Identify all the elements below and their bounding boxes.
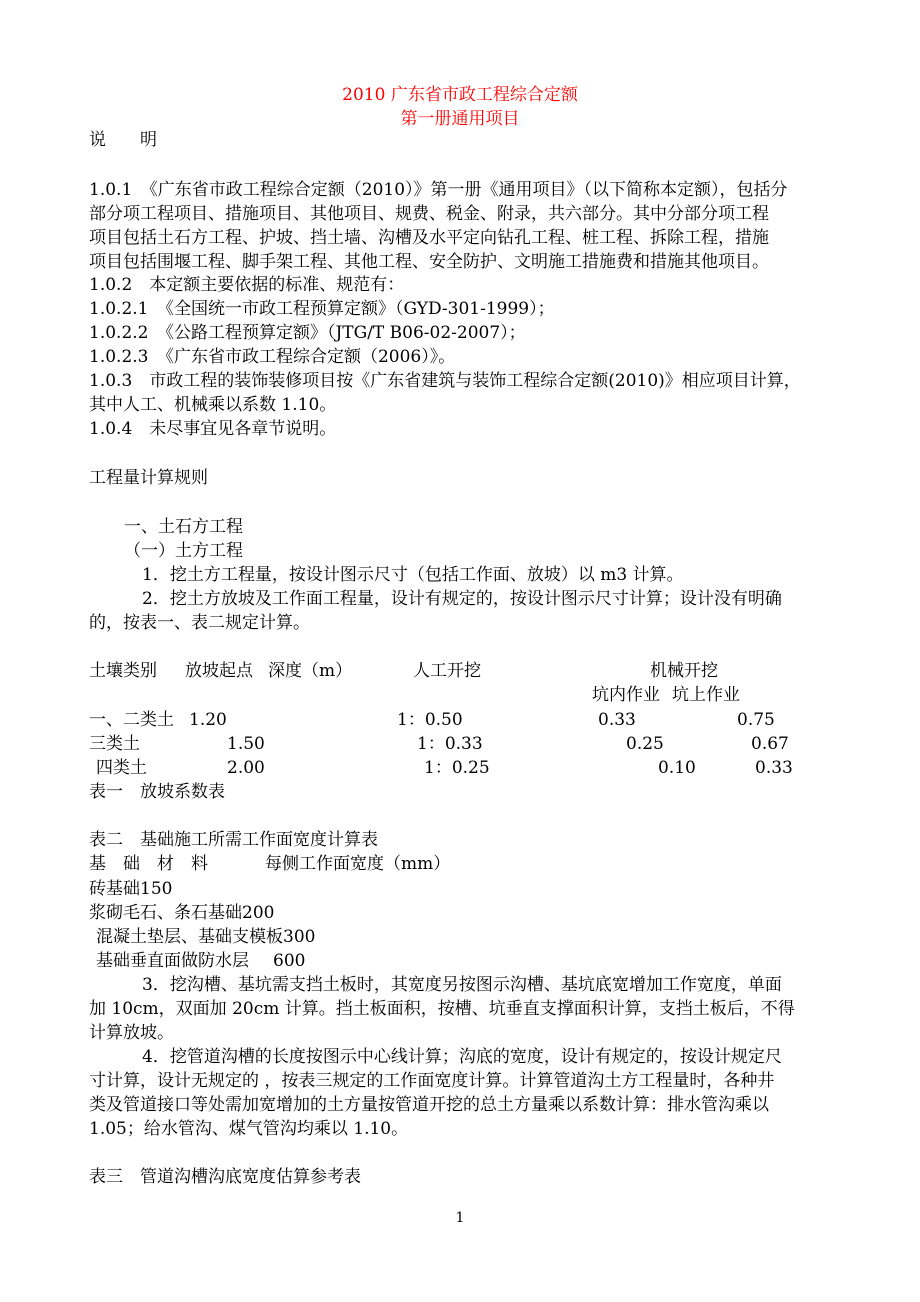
table2-header-width: 每侧工作面宽度（mm） — [265, 854, 451, 874]
table1-row2-manual: 1：0.33 — [417, 734, 483, 754]
document-title: 2010 广东省市政工程综合定额 — [342, 85, 578, 105]
table1-row1-manual: 1：0.50 — [397, 710, 463, 730]
table2-row2-width: 200 — [242, 903, 275, 923]
table1-header-manual: 人工开挖 — [413, 661, 481, 681]
para-1-0-2: 1.0.2 本定额主要依据的标准、规范有： — [89, 275, 405, 295]
table1-row2-pit-inside: 0.25 — [626, 734, 664, 754]
rule-item-2-line1: 2．挖土方放坡及工作面工程量，设计有规定的，按设计图示尺寸计算；设计没有明确 — [142, 589, 782, 609]
rule-item-4-line3: 类及管道接口等处需加宽增加的土方量按管道开挖的总土方量乘以系数计算：排水管沟乘以 — [89, 1095, 769, 1115]
table1-row2-depth: 1.50 — [227, 734, 265, 754]
table2-caption: 表二 基础施工所需工作面宽度计算表 — [89, 830, 378, 850]
table1-row1-soil: 一、二类土 — [89, 710, 174, 730]
table1-row2-soil: 三类土 — [89, 734, 140, 754]
rule-item-3-line2: 加 10cm，双面加 20cm 计算。挡土板面积，按槽、坑垂直支撑面积计算，支挡土板后，不得 — [89, 999, 795, 1019]
document-subtitle: 第一册通用项目 — [400, 109, 520, 129]
table2-row1-width: 150 — [140, 879, 173, 899]
table2-row2 — [89, 902, 274, 924]
para-1-0-1-line2: 部分项工程项目、措施项目、其他项目、规费、税金、附录，共六部分。其中分部分项工程 — [89, 204, 769, 224]
rule-item-3-line1: 3．挖沟槽、基坑需支挡土板时，其宽度另按图示沟槽、基坑底宽增加工作宽度，单面 — [142, 975, 782, 995]
table2-row1-material: 砖基础 — [89, 879, 140, 899]
table1-row1-pit-above: 0.75 — [737, 710, 775, 730]
para-1-0-2-2: 1.0.2.2 《公路工程预算定额》（JTG/T B06-02-2007）； — [89, 323, 526, 343]
table1-header-pit-inside: 坑内作业 — [592, 685, 660, 705]
para-1-0-4: 1.0.4 未尽事宜见各章节说明。 — [89, 419, 337, 439]
table1-header-pit-above: 坑上作业 — [672, 685, 740, 705]
rules-sub-soilwork: （一）土方工程 — [124, 541, 243, 561]
table1-header-soil: 土壤类别 — [89, 661, 157, 681]
table1-row3-pit-inside: 0.10 — [658, 758, 696, 778]
table1-header-start: 放坡起点 — [185, 661, 253, 681]
table2-row2-material: 浆砌毛石、条石基础 — [89, 903, 242, 923]
table2-row4 — [96, 950, 305, 972]
rules-heading: 工程量计算规则 — [89, 468, 208, 488]
table2-row4-width: 600 — [273, 951, 306, 971]
rules-sub-earthwork: 一、土石方工程 — [124, 517, 243, 537]
table2-row3 — [96, 926, 315, 948]
rule-item-3-line3: 计算放坡。 — [89, 1023, 174, 1043]
table1-row1-depth: 1.20 — [189, 710, 227, 730]
table1-row1-pit-inside: 0.33 — [598, 710, 636, 730]
table1-caption: 表一 放坡系数表 — [89, 782, 225, 802]
para-1-0-1-line1: 1.0.1 《广东省市政工程综合定额（2010）》第一册《通用项目》（以下简称本定额），包括分 — [89, 180, 788, 200]
table2-row3-material: 混凝土垫层、基础支模板 — [96, 927, 283, 947]
para-1-0-3-line2: 其中人工、机械乘以系数 1.10。 — [89, 395, 337, 415]
table1-row3-pit-above: 0.33 — [755, 758, 793, 778]
rule-item-4-line4: 1.05；给水管沟、煤气管沟均乘以 1.10。 — [89, 1119, 409, 1139]
table2-row3-width: 300 — [283, 927, 316, 947]
table2-row1 — [89, 878, 172, 900]
para-1-0-2-1: 1.0.2.1 《全国统一市政工程预算定额》（GYD-301-1999）； — [89, 299, 555, 319]
table1-row3-depth: 2.00 — [227, 758, 265, 778]
table2-row4-material: 基础垂直面做防水层 — [96, 951, 249, 971]
table1-row3-soil: 四类土 — [96, 758, 147, 778]
table1-row3-manual: 1：0.25 — [424, 758, 490, 778]
para-1-0-2-3: 1.0.2.3 《广东省市政工程综合定额（2006）》。 — [89, 347, 456, 367]
para-1-0-1-line4: 项目包括围堰工程、脚手架工程、其他工程、安全防护、文明施工措施费和措施其他项目。 — [89, 252, 769, 272]
rule-item-4-line2: 寸计算，设计无规定的 ，按表三规定的工作面宽度计算。计算管道沟土方工程量时，各种井 — [89, 1071, 775, 1091]
table1-row2-pit-above: 0.67 — [751, 734, 789, 754]
rule-item-4-line1: 4．挖管道沟槽的长度按图示中心线计算；沟底的宽度，设计有规定的，按设计规定尺 — [142, 1047, 782, 1067]
para-1-0-3-line1: 1.0.3 市政工程的装饰装修项目按《广东省建筑与装饰工程综合定额(2010)》相应项目计算， — [89, 371, 801, 391]
page-number: 1 — [455, 1210, 465, 1226]
rule-item-1: 1．挖土方工程量，按设计图示尺寸（包括工作面、放坡）以 m3 计算。 — [142, 565, 684, 585]
section-heading-shuoming: 说 明 — [89, 130, 157, 150]
para-1-0-1-line3: 项目包括土石方工程、护坡、挡土墙、沟槽及水平定向钻孔工程、桩工程、拆除工程，措施 — [89, 228, 769, 248]
table1-header-depth: 深度（m） — [268, 661, 353, 681]
table2-header-material: 基 础 材 料 — [89, 854, 208, 874]
rule-item-2-line2: 的，按表一、表二规定计算。 — [89, 613, 310, 633]
table1-header-mechanical: 机械开挖 — [650, 661, 718, 681]
table3-caption: 表三 管道沟槽沟底宽度估算参考表 — [89, 1167, 361, 1187]
